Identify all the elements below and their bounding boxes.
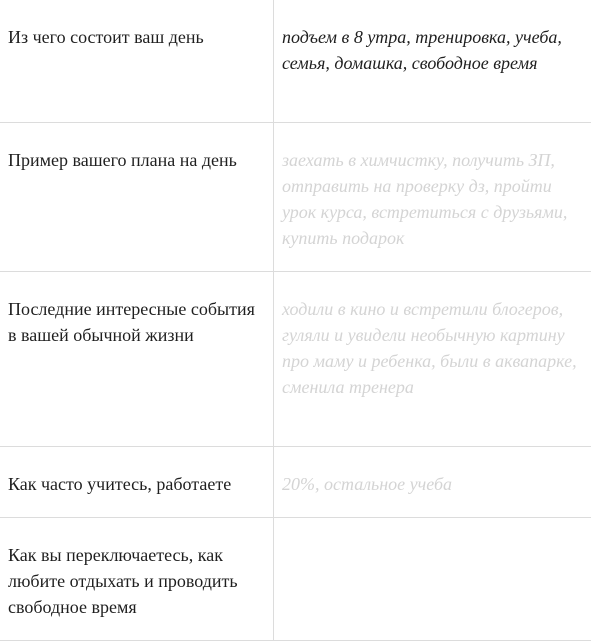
question-cell: Из чего состоит ваш день xyxy=(0,0,274,123)
question-cell: Последние интересные события в вашей обычной жизни xyxy=(0,272,274,447)
table-row xyxy=(0,518,591,641)
answer-cell[interactable]: подъем в 8 утра, тренировка, учеба, семья, домашка, свободное время xyxy=(274,0,591,123)
question-cell: Пример вашего плана на день xyxy=(0,123,274,272)
question-cell: Как часто учитесь, работаете xyxy=(0,447,274,518)
answer-cell[interactable]: 20%, остальное учеба xyxy=(274,447,591,518)
table-row xyxy=(0,0,591,123)
question-cell: Как вы переключаетесь, как любите отдыхать и проводить свободное время xyxy=(0,518,274,641)
answer-cell[interactable] xyxy=(274,518,591,641)
table-row xyxy=(0,447,591,518)
table-row xyxy=(0,123,591,272)
table-row xyxy=(0,272,591,447)
answer-cell[interactable]: заехать в химчистку, получить ЗП, отправить на проверку дз, пройти урок курса, встретиться с друзьями, купить подарок xyxy=(274,123,591,272)
answer-cell[interactable]: ходили в кино и встретили блогеров, гуляли и увидели необычную картину про маму и ребенка, были в аквапарке, сменила тренера xyxy=(274,272,591,447)
